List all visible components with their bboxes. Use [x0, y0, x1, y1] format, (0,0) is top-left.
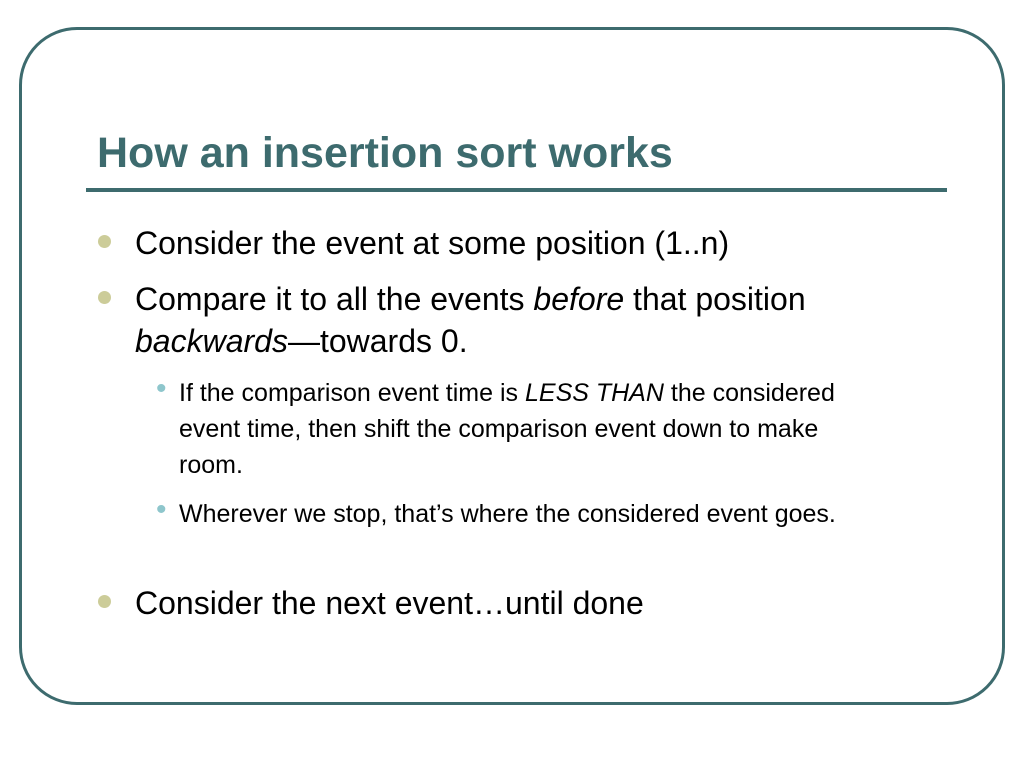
- bullet-dot-icon: [98, 595, 111, 608]
- sub-bullet-emphasis-less-than: LESS THAN: [524, 379, 664, 407]
- sub-bullet-item-wherever: [156, 493, 939, 532]
- sub-bullet-item-less-than: [156, 372, 879, 483]
- sub-bullet-dot-icon: •: [156, 493, 167, 526]
- bullet-emphasis-backwards: backwards: [135, 323, 288, 359]
- sub-bullet-text-part: the considered event time, then shift the comparison event down to make room.: [179, 379, 835, 479]
- bullet-text: Consider the event at some position (1..n): [135, 225, 730, 261]
- bullet-emphasis-before: before: [533, 281, 625, 317]
- bullet-item-consider-event: [135, 222, 855, 264]
- bullet-item-next-event: [135, 582, 855, 624]
- bullet-text: Consider the next event…until done: [135, 585, 644, 621]
- bullet-text-part: Compare it to all the events: [135, 281, 534, 317]
- sub-bullet-dot-icon: •: [156, 372, 167, 405]
- slide-title: How an insertion sort works: [97, 129, 673, 177]
- bullet-dot-icon: [98, 235, 111, 248]
- sub-bullet-text: Wherever we stop, that’s where the considered event goes.: [179, 500, 836, 528]
- bullet-item-compare: [135, 278, 855, 362]
- bullet-text-part: that position: [624, 281, 806, 317]
- bullet-dot-icon: [98, 291, 111, 304]
- bullet-text-part: —towards 0.: [287, 323, 468, 359]
- sub-bullet-text-part: If the comparison event time is: [179, 379, 525, 407]
